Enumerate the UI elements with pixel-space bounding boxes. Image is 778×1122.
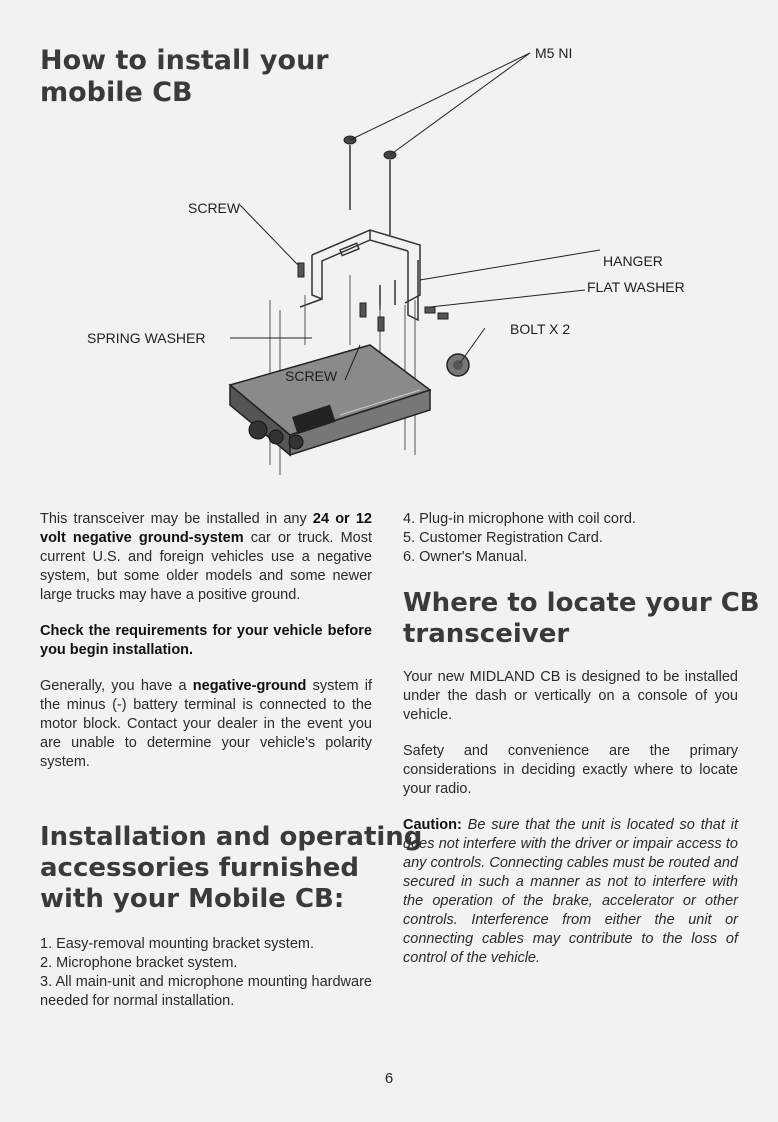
caution-text: Be sure that the unit is located so that it does not interfere with the driver or impair access to any controls. Connecting cables must be routed and secured in such a manner as not to interfere with the operation of the brake, accelerator or other controls. Interference from either the unit or connecting cables may contribute to the loss of control of the vehicle. [403, 817, 738, 966]
locate-title-line1: Where to locate your CB [403, 588, 760, 618]
list-item: 5. Customer Registration Card. [403, 530, 603, 546]
list-item: 1. Easy-removal mounting bracket system. [40, 936, 314, 952]
para1-text: This transceiver may be installed in any [40, 511, 313, 527]
caution-para [403, 816, 738, 968]
list-item: 2. Microphone bracket system. [40, 955, 238, 971]
para1-text-post: car or truck. Most current U.S. and foreign vehicles use a negative system, but some older models and some newer large trucks may have a positive ground. [40, 530, 372, 603]
label-bolt: BOLT X 2 [510, 321, 571, 337]
list-item: 3. All main-unit and microphone mounting hardware needed for normal installation. [40, 974, 372, 1009]
label-spring-washer: SPRING WASHER [87, 330, 206, 346]
locate-title-line2: transceiver [403, 619, 570, 649]
para1-bold: 24 or 12 volt negative ground-system [40, 511, 372, 546]
para3-text-post: system if the minus (-) battery terminal is connected to the motor block. Contact your dealer in the event you are unable to determine your vehicle's polarity system. [40, 678, 372, 770]
label-hanger: HANGER [603, 253, 663, 269]
list-item: 6. Owner's Manual. [403, 549, 528, 565]
accessories-title-line1: Installation and operating [40, 822, 423, 852]
page-number: 6 [384, 1070, 394, 1087]
accessories-title-line2: accessories furnished [40, 853, 360, 883]
install-title-line2: mobile CB [40, 77, 193, 108]
label-m5-nut: M5 NI [535, 45, 573, 61]
para2-bold: Check the requirements for your vehicle before you begin installation. [40, 623, 372, 658]
accessories-title [40, 822, 422, 915]
label-flat-washer: FLAT WASHER [587, 279, 685, 295]
install-title-line1: How to install your [40, 45, 329, 76]
para3-bold: negative-ground [192, 678, 307, 694]
install-para-1 [40, 510, 372, 605]
installation-diagram [40, 45, 750, 505]
label-screw-top: SCREW [188, 200, 241, 216]
caution-label: Caution: [403, 817, 462, 833]
label-screw-bottom: SCREW [285, 368, 338, 384]
cb-radio-unit [230, 345, 430, 455]
para3-text: Generally, you have a [40, 678, 193, 694]
locate-para-1: Your new MIDLAND CB is designed to be installed under the dash or vertically on a console of you vehicle. [403, 669, 738, 723]
install-para-3 [40, 677, 372, 772]
locate-body [403, 668, 738, 985]
accessories-list-right [403, 510, 738, 567]
install-body [40, 510, 372, 789]
locate-title [403, 588, 760, 650]
list-item: 4. Plug-in microphone with coil cord. [403, 511, 636, 527]
accessories-list-left [40, 935, 372, 1011]
install-para-2 [40, 622, 372, 660]
locate-para-2: Safety and convenience are the primary considerations in deciding exactly where to locate your radio. [403, 743, 738, 797]
accessories-title-line3: with your Mobile CB: [40, 884, 345, 914]
